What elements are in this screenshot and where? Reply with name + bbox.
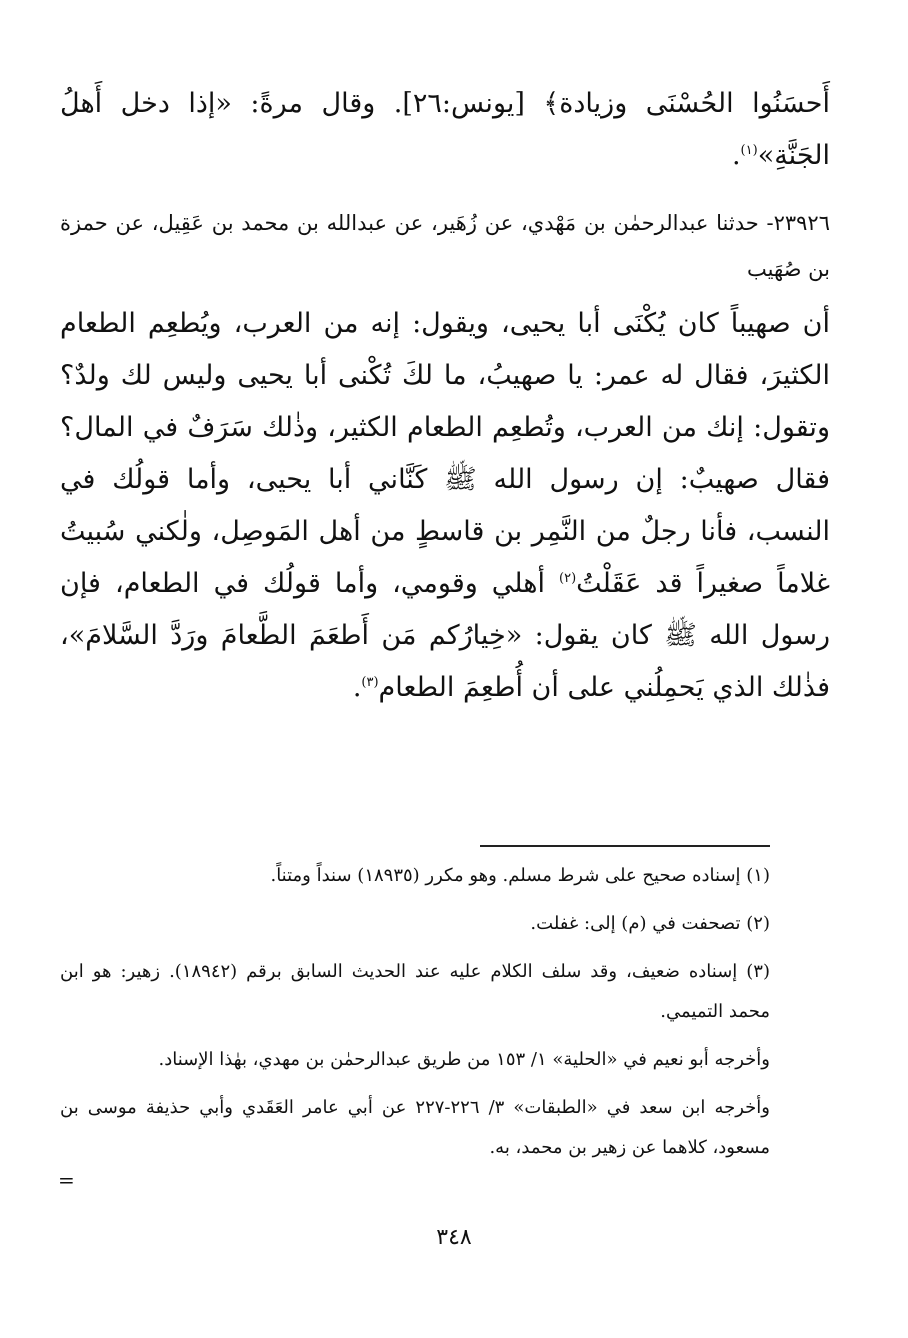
footnote-3: (٣) إسناده ضعيف، وقد سلف الكلام عليه عند الحديث السابق برقم (١٨٩٤٢). زهير: هو ابن محمد التميمي. xyxy=(60,961,770,1022)
hadith-text xyxy=(60,298,830,714)
continuation-text: أَحسَنُوا الحُسْنَى وزيادة﴾ [يونس:٢٦]. وقال مرةً: «إذا دخل أَهلُ الجَنَّةِ» xyxy=(60,88,830,171)
footnotes-section xyxy=(60,856,770,1176)
footnote-3-continued-a: وأخرجه أبو نعيم في «الحلية» ١/ ١٥٣ من طريق عبدالرحمٰن بن مهدي، بهٰذا الإسناد. xyxy=(158,1049,770,1070)
footnote-ref-2: (٢) xyxy=(559,571,577,586)
footnote-1: (١) إسناده صحيح على شرط مسلم. وهو مكرر (١٨٩٣٥) سنداً ومتناً. xyxy=(270,865,770,886)
hadith-text-end: . xyxy=(352,672,362,703)
page-number: ٣٤٨ xyxy=(436,1225,472,1250)
hadith-text-part2: أهلي وقومي، وأما قولُك في الطعام، فإن رسول الله ﷺ كان يقول: «خِيارُكم مَن أَطعَمَ الطَّعامَ ورَدَّ السَّلامَ»، فذٰلك الذي يَحمِلُني على أن أُطعِمَ الطعام xyxy=(60,568,830,703)
footnote-ref-1: (١) xyxy=(740,143,758,158)
footnote-2: (٢) تصحفت في (م) إلى: غفلت. xyxy=(530,913,770,934)
hadith-chain: ٢٣٩٢٦- حدثنا عبدالرحمٰن بن مَهْدي، عن زُهَير، عن عبدالله بن محمد بن عَقِيل، عن حمزة بن صُهَيب xyxy=(60,211,830,281)
footnote-3-continued-b: وأخرجه ابن سعد في «الطبقات» ٣/ ٢٢٦-٢٢٧ عن أبي عامر العَقَدي وأبي حذيفة موسى بن مسعود، كلاهما عن زهير بن محمد، به. xyxy=(60,1097,770,1158)
continuation-mark: = xyxy=(58,1168,75,1192)
footnote-ref-3: (٣) xyxy=(361,675,379,690)
footnote-divider xyxy=(480,845,770,847)
continuation-end: . xyxy=(731,140,741,171)
continuation-paragraph xyxy=(60,78,830,182)
hadith-text-part1: أن صهيباً كان يُكْنَى أبا يحيى، ويقول: إنه من العرب، ويُطعِم الطعام الكثيرَ، فقال له عمر: يا صهيبُ، ما لكَ تُكْنى أبا يحيى وليس لك ولدٌ؟ وتقول: إنك من العرب، وتُطعِم الطعام الكثير، وذٰلك سَرَفٌ في المال؟ فقال صهيبٌ: إن رسول الله ﷺ كَنَّاني أبا يحيى، وأما قولُك في النسب، فأنا رجلٌ من النَّمِر بن قاسطٍ من أهل المَوصِل، ولٰكني سُبيتُ غلاماً صغيراً قد عَقَلْتُ xyxy=(60,308,830,599)
